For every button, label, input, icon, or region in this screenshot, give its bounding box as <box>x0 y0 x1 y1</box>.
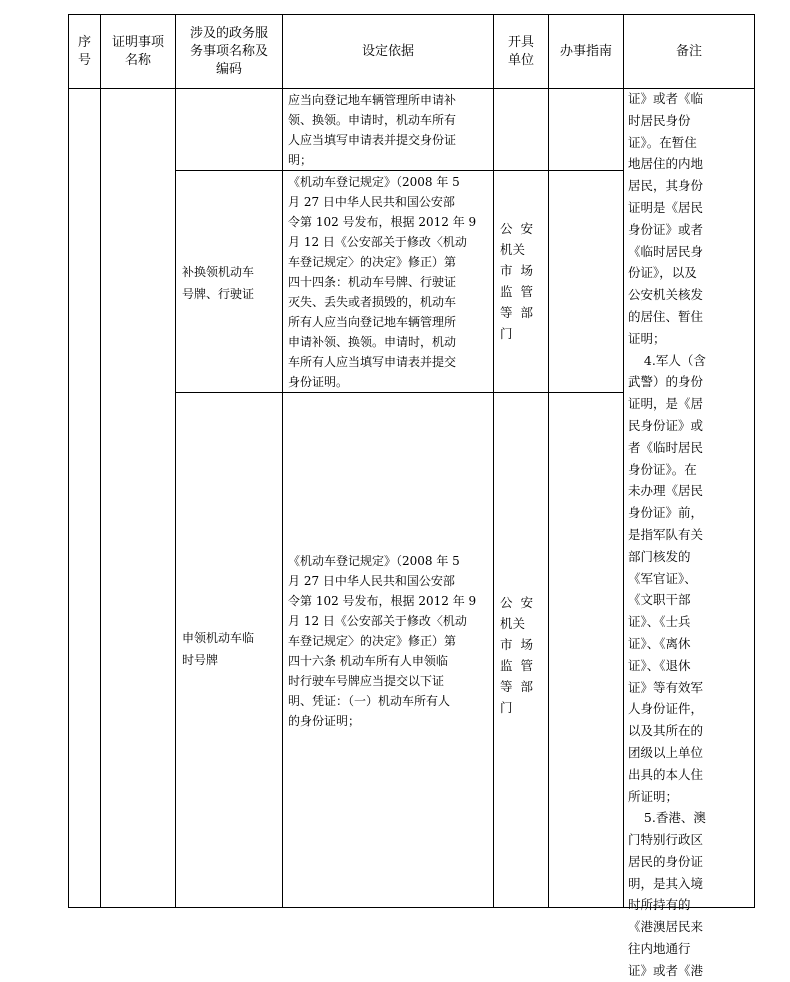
row1-basis: 应当向登记地车辆管理所申请补 领、换领。申请时，机动车所有 人应当填写申请表并提交身份证 明； <box>288 93 457 167</box>
row2-service-name: 补换领机动车 号牌、行驶证 <box>182 265 255 301</box>
remarks-text: 证》或者《临 时居民身份 证》。在暂住 地居住的内地 居民，其身份 证明是《居民 身份证》或者 《临时居民身 份证》，以及 公安机关核发 的居住、暂住 证明； 4.军人（含 武警）的身份 证明，是《居 民身份证》或 者《临时居民 身份证》。在 未办理《居民 身份证》前， 是指军队有关 部门核发的 《军官证》、 《文职干部 证》、《士兵 证》、《离休 证》、《退休 证》等有效军 人身份证件， 以及其所在的 团级以上单位 出具的本人住 所证明； 5.香港、澳 门特别行政区 居民的身份证 明，是其入境 时所持有的 《港澳居民来 往内地通行 证》或者《港 <box>628 91 706 978</box>
col-border-1 <box>100 14 101 908</box>
row2-issuer: 公 安 机关 市 场 监 管 等 部 门 <box>500 221 533 341</box>
header-remarks: 备注 <box>675 43 702 59</box>
row3-issuer: 公 安 机关 市 场 监 管 等 部 门 <box>500 595 533 715</box>
col-border-4 <box>493 14 494 908</box>
header-item-name: 证明事项 名称 <box>111 34 164 68</box>
row3-service-name: 申领机动车临 时号牌 <box>182 631 255 667</box>
col-border-5 <box>548 14 549 908</box>
row3-basis: 《机动车登记规定》（2008 年 5 月 27 日中华人民共和国公安部 令第 102 号发布，根据 2012 年 9 月 12 日《公安部关于修改〈机动 车登记规定〉的决定》修正）第 四十六条 机动车所有人申领临 时行驶车号牌应当提交以下证 明、凭证：（一）机动车所有人 的身份证明； <box>288 554 477 728</box>
header-guide: 办事指南 <box>559 43 612 59</box>
col-border-0 <box>68 14 69 908</box>
col-border-2 <box>175 14 176 908</box>
header-seq: 序 号 <box>77 34 91 68</box>
col-border-6 <box>623 14 624 908</box>
header-basis: 设定依据 <box>361 43 414 59</box>
col-border-3 <box>282 14 283 908</box>
col-border-7 <box>754 14 755 908</box>
header-service-name: 涉及的政务服 务事项名称及 编码 <box>189 25 268 77</box>
row-divider-1 <box>175 170 624 171</box>
row-divider-2 <box>175 392 624 393</box>
header-issuer: 开具 单位 <box>507 34 534 68</box>
row2-basis: 《机动车登记规定》（2008 年 5 月 27 日中华人民共和国公安部 令第 102 号发布，根据 2012 年 9 月 12 日《公安部关于修改〈机动 车登记规定〉的决定》修正）第 四十四条：机动车号牌、行驶证 灭失、丢失或者损毁的，机动车 所有人应当向登记地车辆管理所 申请补领、换领。申请时，机动 车所有人应当填写申请表并提交 身份证明。 <box>288 175 477 389</box>
